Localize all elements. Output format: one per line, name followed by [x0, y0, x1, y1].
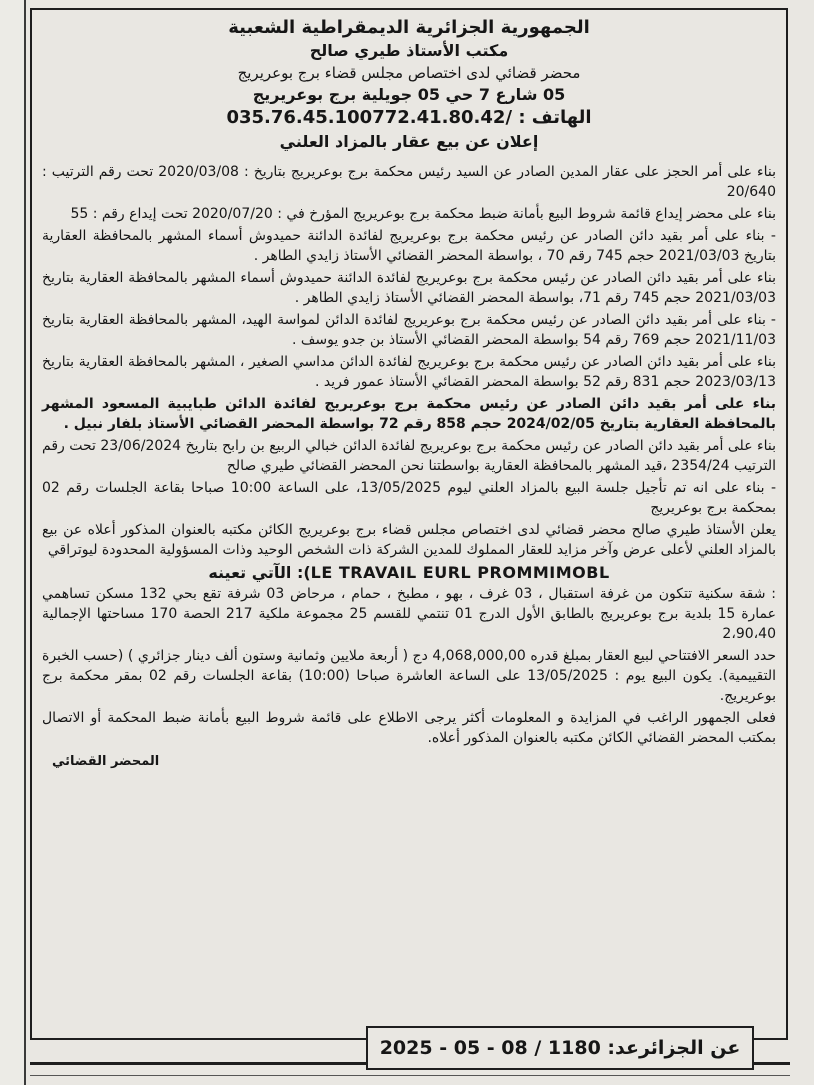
adjacent-column-edge — [0, 0, 26, 1085]
office-heading: مكتب الأستاذ طيري صالح — [309, 41, 509, 60]
notice-title: إعلان عن بيع عقار بالمزاد العلني — [279, 132, 539, 151]
paragraph-conditions-deposit: بناء على محضر إيداع قائمة شروط البيع بأمانة ضبط محكمة برج بوعريريج المؤرخ في : 2020/07/20 تحت إيداع رقم : 55 — [70, 206, 776, 222]
paragraph-public-call: فعلى الجمهور الراغب في المزايدة و المعلومات أكثر يرجى الاطلاع على قائمة شروط البيع بأمانة ضبط المحكمة أو الاتصال بمكتب المحضر القضائي الكائن مكتبه بالعنوان المذكور أعلاه. — [42, 710, 776, 746]
page-bottom-rule — [30, 1075, 790, 1076]
issue-reference: عن الجزائرعد: 1180 / 08 - 05 - 2025 — [379, 1037, 741, 1059]
phone-line — [42, 106, 776, 130]
paragraph-creditor-4: بناء على أمر بقيد دائن الصادر عن رئيس محكمة برج بوعريريج لفائدة الدائن مداسي الصغير ، المشهر بالمحافظة العقارية بتاريخ 2023/03/13 حجم 831 رقم 52 بواسطة المحضر القضائي الأستاذ عمور فريد . — [42, 354, 776, 390]
notice-frame — [30, 8, 788, 1040]
issue-reference-box — [366, 1026, 754, 1070]
paragraph-opening-price: حدد السعر الافتتاحي لبيع العقار بمبلغ قدره 4,068,000,00 دج ( أربعة ملايين وثمانية وستون ألف دينار جزائري ) (حسب الخبرة التقييمية). يكون البيع يوم : 13/05/2025 على الساعة العاشرة صباحا (10:00) بقاعة الجلسات رقم 02 بمقر محكمة برج بوعريريج. — [42, 648, 777, 704]
signature: المحضر القضائي — [52, 754, 160, 769]
paragraph-postponement: - بناء على انه تم تأجيل جلسة البيع بالمزاد العلني ليوم 13/05/2025، على الساعة 10:00 صباحا بقاعة الجلسات رقم 02 بمحكمة برج بوعريريج — [42, 480, 776, 516]
paragraph-creditor-5: بناء على أمر بقيد دائن الصادر عن رئيس محكمة برج بوعريريج لفائدة الدائن طبايبية المسعود المشهر بالمحافظة العقارية بتاريخ 2024/02/05 حجم 858 رقم 72 بواسطة المحضر القضائي الأستاذ بلفار نبيل . — [42, 396, 776, 432]
jurisdiction-line: محضر قضائي لدى اختصاص مجلس قضاء برج بوعريريج — [237, 64, 581, 82]
paragraph-creditor-1: - بناء على أمر بقيد دائن الصادر عن رئيس محكمة برج بوعريريج لفائدة الدائنة حميدوش أسماء المشهر بالمحافظة العقارية بتاريخ 2021/03/03 حجم 745 رقم 70 ، بواسطة المحضر القضائي الأستاذ زايدي الطاهر . — [42, 228, 776, 264]
paragraph-property-description: : شقة سكنية تتكون من غرفة استقبال ، 03 غرف ، بهو ، مطبخ ، حمام ، مرحاض 03 شرفة تقع بحي 132 مسكن تساهمي عمارة 15 بلدية برج بوعريريج بالطابق الأول الدرج 01 تنتمي للقسم 25 مجموعة ملكية 217 الحصة 170 مساحتها الإجمالية 2،90،40 — [42, 586, 777, 642]
company-name: الآتي تعينه :(LE TRAVAIL EURL PROMMIMOBL — [208, 563, 610, 582]
paragraph-seizure-order: بناء على أمر الحجز على عقار المدين الصادر عن السيد رئيس محكمة برج بوعريريج بتاريخ : 2020/03/08 تحت رقم الترتيب : 20/640 — [42, 164, 776, 200]
republic-heading: الجمهورية الجزائرية الديمقراطية الشعبية — [228, 17, 590, 38]
phone-label: الهاتف : — [518, 107, 592, 128]
paragraph-creditor-3: - بناء على أمر بقيد دائن الصادر عن رئيس محكمة برج بوعريريج لفائدة الدائن لمواسة الهيد، المشهر بالمحافظة العقارية بتاريخ 2021/11/03 حجم 769 رقم 54 بواسطة المحضر القضائي الأستاذ بن جدو يوسف . — [42, 312, 776, 348]
paragraph-creditor-2: بناء على أمر بقيد دائن الصادر عن رئيس محكمة برج بوعريريج لفائدة الدائنة حميدوش أسماء المشهر بالمحافظة العقارية بتاريخ 2021/03/03 حجم 745 رقم 71، بواسطة المحضر القضائي الأستاذ زايدي الطاهر . — [42, 270, 776, 306]
phone-numbers: 035.76.45.100772.41.80.42/ — [226, 107, 513, 128]
paragraph-announcement: يعلن الأستاذ طيري صالح محضر قضائي لدى اختصاص مجلس قضاء برج بوعريريج الكائن مكتبه بالعنوان المذكور أعلاه عن بيع بالمزاد العلني لأعلى عرض وآخر مزايد للعقار المملوك للمدين الشركة ذات الشخص الوحيد وذات المسؤولية المحدودة ليوتراقي — [42, 522, 776, 558]
notice-header — [42, 16, 776, 154]
paragraph-creditor-6: بناء على أمر بقيد دائن الصادر عن رئيس محكمة برج بوعريريج لفائدة الدائن خبالي الربيع بن رابح بتاريخ 23/06/2024 تحت رقم الترتيب 2354/24 ،قيد المشهر بالمحافظة العقارية بواسطتنا نحن المحضر القضائي طيري صالح — [42, 438, 776, 474]
address-line: 05 شارع 7 حي 05 جويلية برج بوعريريج — [252, 85, 566, 104]
